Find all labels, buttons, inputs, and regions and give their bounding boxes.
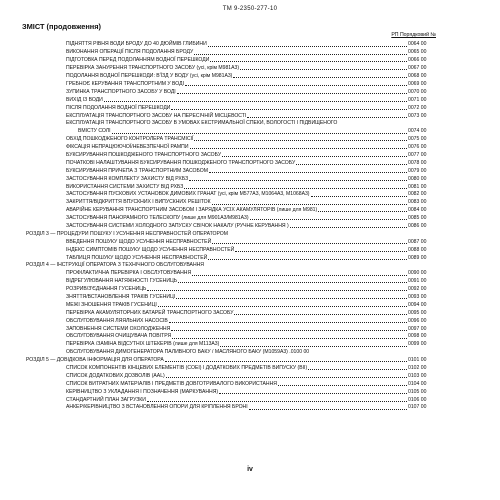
dot-leader xyxy=(171,109,407,110)
toc-entry-page: 0105 00 xyxy=(408,388,427,395)
toc-entry-title: РОЗДІЛ 3 — ПРОЦЕДУРИ ПОШУКУ І УСУНЕННЯ НЕСПРАВНОСТЕЙ ОПЕРАТОРОМ xyxy=(26,230,228,237)
toc-entry[interactable] xyxy=(66,387,448,395)
dot-leader xyxy=(189,180,407,181)
toc-entry[interactable] xyxy=(66,269,448,277)
toc-entry-title: КЕРІВНИЦТВО З УКЛАДАННЯ І ПОЗНАЧЕННЯ (МАРКУВАННЯ) xyxy=(66,388,219,395)
toc-entry-title: ВИКОНАННЯ ОПЕРАЦІЇ ПІСЛЯ ПОДОЛАННЯ БРОДУ xyxy=(66,49,194,56)
toc-entry-title: ЗАСТОСУВАННЯ СИСТЕМИ ХОЛОДНОГО ЗАПУСКУ СВІЧОК НАКАЛУ (РУЧНЕ КЕРУВАННЯ ) xyxy=(66,222,289,229)
toc-entry-page: 0075 00 xyxy=(408,136,427,143)
toc-entry[interactable] xyxy=(66,79,448,87)
dot-leader xyxy=(249,409,407,410)
toc-entry-page: 0089 00 xyxy=(408,254,427,261)
toc-entry-title: ЗНЯТТЯ/ВСТАНОВЛЕННЯ ТРАКІВ ГУСЕНИЦІ xyxy=(66,293,176,300)
dot-leader xyxy=(212,204,407,205)
toc-entry-page: 0094 00 xyxy=(408,301,427,308)
toc-entry-title: ПЕРЕВІРКА /ЗАМІНА ВІДСУТНІХ ШТЕКЕРІВ (лише для M113A3) xyxy=(66,341,220,348)
toc-entry-page: 0107 00 xyxy=(408,404,427,411)
dot-leader xyxy=(212,243,407,244)
toc-entry[interactable] xyxy=(66,119,448,127)
toc-entry-title: ПРОФІЛАКТИЧНА ПЕРЕВІРКА І ОБСЛУГОВУВАННЯ xyxy=(66,270,192,277)
toc-entry-title: ЗУПИНКА ТРАНСПОРТНОГО ЗАСОБУ У ВОДІ xyxy=(66,88,176,95)
toc-entry-title: ОБСЛУГОВУВАННЯ ЛЯЯЛЬНИХ НАСОСІВ xyxy=(66,317,168,324)
toc-entry-title: АВАРІЙНЕ КЕРУВАННЯ ТРАНСПОРТНИМ ЗАСОБОМ І ЗАРЯДКА УСІХ АКАМУЛЯТОРІВ (лише для M981) xyxy=(66,207,318,214)
toc-entry-page: 0086 00 xyxy=(408,222,427,229)
toc-entry[interactable] xyxy=(66,395,448,403)
dot-leader xyxy=(192,275,407,276)
dot-leader xyxy=(169,322,407,323)
toc-entry-page: 0067 00 xyxy=(408,65,427,72)
toc-entry-page: 0070 00 xyxy=(408,88,427,95)
toc-entry-page: 0078 00 xyxy=(408,159,427,166)
toc-entry[interactable] xyxy=(66,371,448,379)
toc-entry[interactable] xyxy=(66,182,448,190)
dot-leader xyxy=(178,282,407,283)
dot-leader xyxy=(234,314,407,315)
toc-entry[interactable] xyxy=(66,316,448,324)
toc-entry-title: ЕКСПЛУАТАЦІЯ ТРАНСПОРТНОГО ЗАСОБУ В УМОВАХ ЕКСТРИМАЛЬНОЇ СПЕКИ, ВОЛОГОСТІ І ПІДВИЩЕНОГО xyxy=(66,120,338,127)
toc-entry[interactable] xyxy=(66,111,448,119)
dot-leader xyxy=(165,361,407,362)
dot-leader xyxy=(233,77,407,78)
toc-entry[interactable] xyxy=(66,237,448,245)
toc-entry-title: ПЕРЕВІРКА АКАМУЛЯТОРНИХ БАТАРЕЙ ТРАНСПОРТНОГО ЗАСОБУ xyxy=(66,309,234,316)
dot-leader xyxy=(112,133,407,134)
toc-entry-title: БУКСИРУВАННЯ ПРИЧЕПА З ТРАНСПОРТНИМ ЗАСОБОМ xyxy=(66,167,208,174)
toc-entry-title: БУКСИРУВАННЯ ПОШКОДЖЕНОГО ТРАНСПОРТНОГО ЗАСОБУ xyxy=(66,151,222,158)
dot-leader xyxy=(247,117,407,118)
dot-leader xyxy=(208,259,407,260)
toc-entry-title: ОБСЛУГОВУВАННЯ ОЧИЩУВАЧА ПОВІТРЯ xyxy=(66,333,172,340)
toc-entry-page: 0083 00 xyxy=(408,199,427,206)
toc-entry-page: 0092 00 xyxy=(408,286,427,293)
toc-entry-title: СПИСОК КОМПОНЕНТІВ КІНЦЕВИХ ЕЛЕМЕНТІВ (COEI) І ДОДАТКОВИХ ПРЕДМЕТІВ ВИПУСКУ (BII) xyxy=(66,365,308,371)
dot-leader xyxy=(185,85,407,86)
toc-entry-page: 0085 00 xyxy=(408,215,427,222)
toc-entry[interactable] xyxy=(66,198,448,206)
toc-entry-page: 0082 00 xyxy=(408,191,427,198)
dot-leader xyxy=(166,377,407,378)
toc-entry-title: ТАБЛИЦЯ ПОШУКУ ЩОДО УСУНЕННЯ НЕСПРАВНОСТЕЙ xyxy=(66,254,208,261)
toc-entry-title: ПОДОЛАННЯ ВОДНОЇ ПЕРЕШКОДИ: В'ЇЗД У ВОДУ (усі, крім M981A3) xyxy=(66,73,233,80)
toc-entry[interactable] xyxy=(66,348,448,356)
toc-entry-page: 0074 00 xyxy=(408,128,427,135)
toc-entry-page: 0079 00 xyxy=(408,167,427,174)
toc-entry[interactable] xyxy=(66,48,448,56)
page-title: ЗМІСТ (продовження) xyxy=(22,22,102,31)
toc-entry-title: ВМІСТУ СОЛІ xyxy=(78,128,111,135)
toc-entry-title: ПОЧАТКОВІ НАЛАШТУВАННЯ БУКСИРУВАННЯ ПОШКОДЖЕНОГО ТРАНСПОРТНОГО ЗАСОБУ xyxy=(66,159,296,166)
dot-leader xyxy=(235,251,407,252)
toc-entry[interactable] xyxy=(66,143,448,151)
toc-entry-title: СТАНДАРТНИЙ ПЛАН ЗАГРУЗКИ xyxy=(66,396,146,403)
toc-entry-page: 0099 00 xyxy=(408,341,427,348)
dot-leader xyxy=(222,156,407,157)
toc-entry-title: ВИХІД ІЗ ВОДИ xyxy=(66,96,103,103)
toc-entry-title: РОЗДІЛ 4 — ІНСТРУКЦІЇ ОПЕРАТОРА З ТЕХНІЧНОГО ОБСЛУГОВУВАННЯ xyxy=(26,262,204,269)
toc-entry-title: ФІКСАЦІЯ НЕПРАЦЮЮЧОЇ/НЕВЕЗПЕЧНОЇ РАМПИ xyxy=(66,144,189,151)
dot-leader xyxy=(210,61,407,62)
toc-entry[interactable] xyxy=(66,403,448,411)
toc-entry-title: ЗАСТОСУВАННЯ КОМПЛЕКТУ ЗАХИСТУ ВІД РХБЗ xyxy=(66,175,189,182)
toc-entry-page: 0095 00 xyxy=(408,309,427,316)
toc-entry-page: 0098 00 xyxy=(408,333,427,340)
toc-entry-page: 0080 00 xyxy=(408,175,427,182)
toc-entry[interactable] xyxy=(66,245,448,253)
dot-leader xyxy=(318,211,407,212)
toc-entry-title: ПЕРЕВІРКА ЗАНУРЕННЯ ТРАНСПОРТНОГО ЗАСОБУ (усі, крім M981A3) xyxy=(66,65,240,72)
dot-leader xyxy=(290,227,407,228)
toc-entry-title: ЗАСТОСУВАННЯ ПУСКОВИХ УСТАНОВОК ДИМОВИХ ГРАНАТ (усі, крім M577A3, M1064A3, M1068A3) xyxy=(66,191,310,198)
toc-entry[interactable] xyxy=(66,253,448,261)
dot-leader xyxy=(194,54,407,55)
toc-entry-page: 0088 00 xyxy=(408,246,427,253)
toc-section-heading[interactable] xyxy=(26,356,448,364)
dot-leader xyxy=(220,346,407,347)
dot-leader xyxy=(194,140,407,141)
dot-leader xyxy=(184,188,407,189)
toc-entry-page: 0081 00 xyxy=(408,183,427,190)
toc-entry[interactable] xyxy=(66,135,448,143)
toc-entry-page: 0076 00 xyxy=(408,144,427,151)
toc-entry-title: ПІСЛЯ ПОДОЛАННЯ ВОДНОЇ ПЕРЕШКОДИ xyxy=(66,104,171,111)
toc-entry-page: 0064 00 xyxy=(408,41,427,48)
toc-entry-title: ВІДРЕГУЛЮВАННЯ НАТЯЖНОСТІ ГУСЕНИЦЬ xyxy=(66,278,178,285)
dot-leader xyxy=(209,172,407,173)
dot-leader xyxy=(158,306,407,307)
dot-leader xyxy=(219,393,407,394)
toc-entry[interactable] xyxy=(66,56,448,64)
dot-leader xyxy=(147,290,407,291)
toc-entry[interactable] xyxy=(66,206,448,214)
toc-entry[interactable] xyxy=(66,214,448,222)
document-code: ТМ 9-2350-277-10 xyxy=(222,6,278,12)
toc-entry[interactable] xyxy=(66,277,448,285)
toc-entry-page: 0084 00 xyxy=(408,207,427,214)
toc-entry-page: 0097 00 xyxy=(408,325,427,332)
toc-section-heading[interactable] xyxy=(26,261,448,269)
toc-entry-title: ГРЕБНОЄ КЕРУВАННЯ ТРАНСПОРТНИМ У ВОДІ xyxy=(66,80,184,87)
dot-leader xyxy=(104,101,407,102)
toc-entry-page: 0071 00 xyxy=(408,96,427,103)
dot-leader xyxy=(190,148,408,149)
dot-leader xyxy=(250,219,407,220)
toc-entry[interactable] xyxy=(66,95,448,103)
toc-entry-page: 0106 00 xyxy=(408,396,427,403)
toc-entry[interactable] xyxy=(66,293,448,301)
table-of-contents xyxy=(26,40,448,411)
toc-entry-title: СПИСОК ВИТРАТНИХ МАТЕРІАЛІВ І ПРЕДМЕТІВ ДОВГОТРИВАЛОГО ВИКОРИСТАННЯ xyxy=(66,380,277,387)
toc-entry[interactable] xyxy=(66,103,448,111)
toc-entry-title: ОБСЛУГОВУВАННЯ ДИМОГЕНЕРАТОРА ПАЛИВНОГО БАКУ / МАСЛЯНОГО БАКУ (M1059A3) .0100 00 xyxy=(66,349,310,356)
dot-leader xyxy=(172,338,407,339)
toc-entry-title: СПИСОК ДОДАТКОВИХ ДОЗВОЛІВ (AAL) xyxy=(66,372,165,379)
toc-entry-page: 0102 00 xyxy=(408,365,427,371)
toc-entry-page: 0069 00 xyxy=(408,80,427,87)
toc-entry[interactable] xyxy=(66,340,448,348)
toc-entry[interactable] xyxy=(66,174,448,182)
toc-entry-title: МЕЖІ ЗНОШЕННЯ ТРАКІВ ГУСЕНИЦІ xyxy=(66,301,157,308)
toc-entry[interactable] xyxy=(66,308,448,316)
dot-leader xyxy=(240,69,407,70)
toc-entry[interactable] xyxy=(66,150,448,158)
toc-entry-page: 0068 00 xyxy=(408,73,427,80)
toc-entry[interactable] xyxy=(66,332,448,340)
toc-section-heading[interactable] xyxy=(26,229,448,237)
toc-entry-page: 0103 00 xyxy=(408,372,427,379)
dot-leader xyxy=(208,46,407,47)
toc-entry-title: ЗАПОВНЕННЯ СИСТЕМИ ОХОЛОДЖЕННЯ xyxy=(66,325,171,332)
toc-entry[interactable] xyxy=(66,40,448,48)
toc-entry[interactable] xyxy=(66,285,448,293)
toc-entry[interactable] xyxy=(66,64,448,72)
toc-entry[interactable] xyxy=(66,87,448,95)
toc-entry[interactable] xyxy=(66,379,448,387)
toc-entry-page: 0065 00 xyxy=(408,49,427,56)
toc-entry-page: 0087 00 xyxy=(408,238,427,245)
toc-entry[interactable] xyxy=(66,221,448,229)
toc-entry[interactable] xyxy=(66,166,448,174)
toc-entry-page: 0066 00 xyxy=(408,57,427,64)
toc-entry-title: ЕКСПЛУАТАЦІЯ ТРАНСПОРТНОГО ЗАСОБУ НА ПЕРЕСІЧНІЙ МІСЦЕВОСТІ xyxy=(66,112,247,119)
toc-entry-title: ПІДНЯТТЯ РІВНЯ ВОДИ БРОДУ ДО 40 ДЮЙМІВ ГЛИБИНИ xyxy=(66,41,207,48)
toc-entry-title: ПІДГОТОВКА ПЕРЕД ПОДОЛАННЯМ ВОДНОЇ ПЕРЕШКОДИ xyxy=(66,57,210,64)
dot-leader xyxy=(171,330,407,331)
toc-entry[interactable] xyxy=(66,190,448,198)
toc-entry-page: 0101 00 xyxy=(408,357,427,364)
toc-entry-title: АНКЕР/КЕРІВНИЦТВО З ВСТАНОВЛЕННЯ ОПОРИ ДЛЯ КРІПЛЕННЯ БРОНІ xyxy=(66,404,248,411)
toc-entry[interactable] xyxy=(66,300,448,308)
toc-entry-title: ЗАКРИТТЯ/ВІДКРИТТЯ ВПУСКНИХ І ВИПУСКНИХ РЕШІТОК xyxy=(66,199,211,206)
toc-entry[interactable] xyxy=(66,127,448,135)
toc-entry-title: ЗАСТОСУВАННЯ ПАНОРАМНОГО ТЕЛЕСКОПУ (лише для M901A3/M981A3) xyxy=(66,215,249,222)
toc-entry-title: ВИКОРИСТАННЯ СИСТЕМИ ЗАХИСТУ ВІД РХБЗ xyxy=(66,183,184,190)
toc-entry-page: 0090 00 xyxy=(408,270,427,277)
toc-entry-page: 0091 00 xyxy=(408,278,427,285)
toc-entry-page: 0104 00 xyxy=(408,380,427,387)
dot-leader xyxy=(296,164,407,165)
page-number: iv xyxy=(247,466,253,473)
toc-entry-page: 0077 00 xyxy=(408,151,427,158)
toc-entry-page: 0093 00 xyxy=(408,293,427,300)
toc-entry-title: РОЗДІЛ 5 — ДОВІДКОВА ІНФОРМАЦІЯ ДЛЯ ОПЕРАТОРА xyxy=(26,357,164,364)
toc-entry-page: 0072 00 xyxy=(408,104,427,111)
toc-entry-page: 0096 00 xyxy=(408,317,427,324)
toc-entry-title: ОБХІД ПОШКОДЖЕНОГО КОНТРОЛЕРА ТРАНСМІСІЇ xyxy=(66,136,194,143)
toc-entry[interactable] xyxy=(66,72,448,80)
dot-leader xyxy=(308,369,407,370)
toc-entry[interactable] xyxy=(66,324,448,332)
column-header: РП Порядковий № xyxy=(391,32,436,38)
dot-leader xyxy=(177,93,407,94)
toc-entry[interactable] xyxy=(66,158,448,166)
dot-leader xyxy=(176,298,407,299)
toc-entry-title: ВВЕДЕННЯ ПОШУКУ ЩОДО УСУНЕННЯ НЕСПРАВНОСТЕЙ xyxy=(66,238,212,245)
toc-entry-title: ІНДЕКС СИМПТОМІВ ПОШУКУ ЩОДО УСУНЕННЯ НЕСПРАВНОСТЕЙ xyxy=(66,246,235,253)
dot-leader xyxy=(147,401,407,402)
toc-entry-page: 0073 00 xyxy=(408,112,427,119)
dot-leader xyxy=(311,196,407,197)
toc-entry[interactable] xyxy=(66,364,448,372)
toc-entry-title: РОЗРИВ/З'ЄДНАННЯ ГУСЕНИЦЬ xyxy=(66,286,147,293)
dot-leader xyxy=(278,385,407,386)
